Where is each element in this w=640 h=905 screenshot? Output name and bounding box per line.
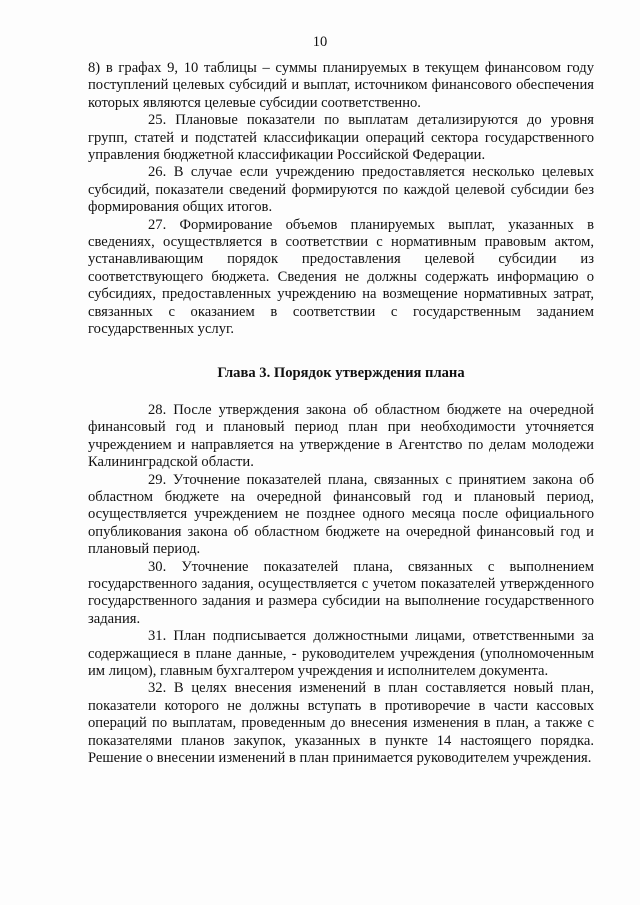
paragraph-25: 25. Плановые показатели по выплатам детализируются до уровня групп, статей и подстатей классификации операций сектора государственного управления бюджетной классификации Российской Федерации.	[88, 112, 594, 164]
chapter-heading: Глава 3. Порядок утверждения плана	[217, 364, 465, 381]
paragraph-26: 26. В случае если учреждению предоставляется несколько целевых субсидий, показатели сведений формируются по каждой целевой субсидии без формирования общих итогов.	[88, 164, 594, 216]
paragraph-29: 29. Уточнение показателей плана, связанных с принятием закона об областном бюджете на очередной финансовый год и плановый период, осуществляется учреждением не позднее одного месяца после официального опубликования закона об областном бюджете на очередной финансовый год и плановый период.	[88, 471, 594, 558]
paragraph-27: 27. Формирование объемов планируемых выплат, указанных в сведениях, осуществляется в соответствии с нормативным правовым актом, устанавливающим порядок предоставления целевой субсидии из соответствующего бюджета. Сведения не должны содержать информацию о субсидиях, предоставленных учреждению на возмещение нормативных затрат, связанных с оказанием в соответствии с государственным заданием государственных услуг.	[88, 216, 594, 338]
page-number: 10	[312, 34, 328, 50]
paragraph-31: 31. План подписывается должностными лицами, ответственными за содержащиеся в плане данные, - руководителем учреждения (уполномоченным им лицом), главным бухгалтером учреждения и исполнителем документа.	[88, 628, 594, 679]
document-body	[88, 60, 594, 767]
paragraph-24-item-8: 8) в графах 9, 10 таблицы – суммы планируемых в текущем финансовом году поступлений целевых субсидий и выплат, источником финансового обеспечения которых являются целевые субсидии соответственно.	[88, 60, 594, 111]
paragraph-30: 30. Уточнение показателей плана, связанных с выполнением государственного задания, осуществляется с учетом показателей утвержденного государственного задания и размера субсидии на выполнение государственного задания.	[88, 558, 594, 627]
paragraph-32: 32. В целях внесения изменений в план составляется новый план, показатели которого не должны вступать в противоречие в части кассовых операций по выплатам, проведенным до внесения изменения в план, а также с показателями планов закупок, указанных в пункте 14 настоящего порядка. Решение о внесении изменений в план принимается руководителем учреждения.	[88, 680, 594, 767]
paragraph-28: 28. После утверждения закона об областном бюджете на очередной финансовый год и плановый период план при необходимости уточняется учреждением и направляется на утверждение в Агентство по делам молодежи Калининградской области.	[88, 401, 594, 471]
